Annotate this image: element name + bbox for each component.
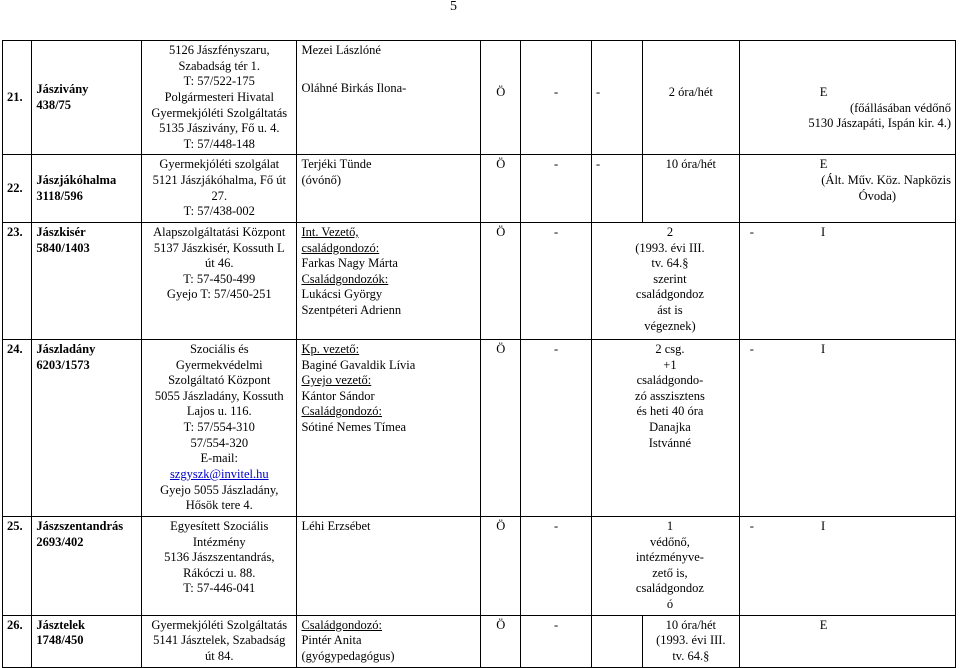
count-line: 2 (666, 224, 674, 239)
staff-cell (297, 615, 481, 667)
address-cell (142, 155, 297, 223)
dash: - (591, 155, 642, 223)
address-line: 27. (211, 188, 228, 203)
town-name: Jászkisér (36, 224, 86, 239)
page-number: 5 (450, 0, 457, 14)
count-line: végeznek) (644, 318, 696, 333)
address-line: 5135 Jászivány, Fő u. 4. (159, 121, 280, 136)
count-line: szerint (653, 271, 687, 286)
address-line: 5121 Jászjákóhalma, Fő út (152, 173, 286, 187)
staff-name: Sótiné Nemes Tímea (301, 420, 407, 434)
town-code: 5840/1403 (36, 240, 90, 255)
employment-type: I (821, 518, 826, 533)
hours-value: 10 óra/hét (643, 155, 740, 223)
address-line: 57/554-320 (190, 435, 249, 450)
row-number: 24. (3, 339, 32, 516)
dash: - (554, 85, 559, 99)
address-line: Gyejo 5055 Jászladány, (160, 482, 279, 497)
employment-type: E (819, 85, 828, 99)
dash: - (521, 615, 592, 667)
staff-name: Farkas Nagy Márta (301, 256, 398, 271)
dash-cell (521, 41, 592, 155)
row-number: 22. (3, 155, 32, 223)
count-line: +1 (663, 357, 677, 372)
staff-role: Gyejo vezető: (301, 373, 372, 388)
status-cell (481, 41, 521, 155)
status-o: Ö (481, 516, 521, 615)
staff-name: Kántor Sándor (301, 388, 375, 403)
status-o: Ö (481, 339, 521, 516)
address-line: Gyermekjóléti Szolgáltatás (151, 617, 288, 632)
count-cell (591, 339, 739, 516)
count-line: tv. 64.§ (651, 256, 689, 271)
address-line: T: 57/554-310 (183, 420, 255, 434)
status-o: Ö (496, 85, 506, 99)
address-line: Egyesített Szociális (170, 518, 269, 533)
count-line: (1993. évi III. (635, 240, 705, 255)
address-line: út 46. (205, 256, 234, 271)
count-line: 1 (666, 518, 674, 533)
employment-type: E (819, 157, 828, 172)
table-row (3, 41, 956, 155)
address-line: Gyermekjóléti szolgálat (159, 157, 280, 172)
dash: - (749, 518, 754, 533)
table-row (3, 339, 956, 516)
hours-value: 2 óra/hét (668, 85, 713, 99)
address-line: T: 57/522-175 (183, 74, 255, 89)
note-line: (főállásában védőnő (849, 100, 951, 115)
table-row (3, 615, 956, 667)
town-cell (32, 155, 142, 223)
employment-type: I (821, 224, 826, 239)
address-line: T: 57-450-499 (183, 271, 256, 286)
table-row (3, 516, 956, 615)
dash: - (521, 516, 592, 615)
status-o: Ö (481, 615, 521, 667)
address-line: Szolgáltató Központ (168, 373, 271, 388)
town-name: Jászszentandrás (36, 518, 124, 533)
table-row (3, 222, 956, 339)
town-name: Jászivány (36, 82, 89, 97)
address-line: T: 57/438-002 (183, 204, 255, 219)
note-line: 5130 Jászapáti, Ispán kir. 4.) (808, 116, 951, 131)
count-line: zető is, (652, 565, 688, 580)
address-cell (142, 222, 297, 339)
address-line: 5136 Jászszentandrás, (164, 550, 275, 565)
email-link[interactable]: szgyszk@invitel.hu (169, 466, 269, 481)
staff-cell (297, 339, 481, 516)
town-code: 1748/450 (36, 633, 84, 648)
note-cell (739, 155, 955, 223)
dash-cell (591, 41, 642, 155)
note-cell (739, 615, 955, 667)
count-line: zó asszisztens (635, 388, 705, 403)
town-code: 438/75 (36, 97, 72, 112)
staff-role: Családgondozó: (301, 617, 383, 632)
status-o: Ö (481, 222, 521, 339)
count-cell (591, 222, 739, 339)
institutions-table (2, 40, 956, 668)
employment-type: E (819, 617, 828, 632)
status-o: Ö (481, 155, 521, 223)
dash: - (521, 155, 592, 223)
town-cell (32, 41, 142, 155)
count-line: családgondo- (636, 373, 704, 388)
dash: - (521, 339, 592, 516)
note-cell (739, 222, 955, 339)
count-line: családgondoz (635, 287, 704, 302)
address-line: Gyermekjóléti Szolgáltatás (151, 105, 288, 120)
employment-type: I (821, 341, 826, 356)
count-cell (591, 516, 739, 615)
row-number: 21. (3, 41, 32, 155)
address-line: 5137 Jászkisér, Kossuth L (153, 240, 285, 255)
staff-name: Baginé Gavaldik Lívia (301, 357, 416, 372)
town-name: Jásztelek (36, 617, 85, 632)
staff-role: családgondozó: (301, 240, 380, 255)
address-line: 5055 Jászladány, Kossuth (154, 388, 284, 403)
count-line: Istvánné (648, 435, 692, 450)
count-line: ást is (657, 303, 683, 317)
address-line: Rákóczi u. 88. (183, 565, 256, 580)
staff-role: (gyógypedagógus) (301, 648, 395, 663)
address-line: út 84. (205, 648, 234, 663)
hours-note: tv. 64.§ (672, 648, 710, 663)
address-line: Lajos u. 116. (186, 404, 252, 419)
staff-role: (óvónő) (301, 173, 342, 187)
count-line: intézményve- (635, 550, 704, 565)
staff-role: Családgondozó: (301, 404, 383, 419)
town-cell (32, 516, 142, 615)
row-number: 26. (3, 615, 32, 667)
count-line: védőnő, (649, 534, 690, 549)
dash: - (521, 222, 592, 339)
address-cell (142, 41, 297, 155)
count-line: Danajka (649, 420, 691, 434)
town-code: 3118/596 (36, 188, 83, 203)
staff-name: Oláhné Birkás Ilona- (301, 80, 407, 95)
count-line: és heti 40 óra (636, 404, 704, 419)
hours-value: 10 óra/hét (665, 617, 717, 632)
address-line: Gyermekvédelmi (175, 357, 263, 372)
town-code: 2693/402 (36, 534, 84, 549)
staff-name: Terjéki Tünde (301, 157, 372, 172)
count-line: családgondoz (635, 581, 704, 596)
town-cell (32, 615, 142, 667)
dash: - (749, 224, 754, 239)
staff-cell (297, 155, 481, 223)
address-line: Intézmény (192, 534, 246, 549)
town-name: Jászjákóhalma (36, 173, 117, 187)
hours-cell (643, 41, 740, 155)
dash: - (595, 85, 601, 99)
empty-cell (591, 615, 642, 667)
address-cell (142, 339, 297, 516)
staff-cell (297, 222, 481, 339)
note-cell (739, 41, 955, 155)
table-row (3, 155, 956, 223)
address-line: 5141 Jásztelek, Szabadság (153, 633, 286, 648)
count-line: ó (666, 597, 674, 611)
address-line: T: 57-446-041 (183, 581, 256, 596)
staff-name: Mezei Lászlóné (301, 43, 381, 57)
staff-name: Szentpéteri Adrienn (301, 303, 402, 317)
address-line: Hősök tere 4. (185, 498, 253, 513)
address-cell (142, 615, 297, 667)
staff-cell (297, 41, 481, 155)
town-cell (32, 222, 142, 339)
town-name: Jászladány (36, 341, 96, 356)
row-number: 23. (3, 222, 32, 339)
staff-role: Családgondozók: (301, 271, 389, 286)
address-line: Gyejo T: 57/450-251 (166, 287, 272, 302)
staff-role: Int. Vezető, (301, 224, 359, 239)
town-cell (32, 339, 142, 516)
town-code: 6203/1573 (36, 357, 90, 372)
address-cell (142, 516, 297, 615)
staff-name: Pintér Anita (301, 633, 362, 648)
dash: - (749, 341, 754, 356)
staff-cell (297, 516, 481, 615)
address-line: Szociális és (189, 341, 249, 356)
address-line: Alapszolgáltatási Központ (153, 224, 286, 239)
note-line: (Ált. Műv. Köz. Napközis (821, 173, 951, 187)
note-line: Óvoda) (858, 188, 897, 203)
staff-name: Lukácsi György (301, 287, 383, 302)
address-line: Polgármesteri Hivatal (164, 89, 274, 104)
staff-role: Kp. vezető: (301, 341, 360, 356)
address-line: E-mail: (200, 451, 239, 466)
hours-note: (1993. évi III. (656, 633, 726, 648)
address-line: Szabadság tér 1. (178, 58, 261, 73)
address-line: 5126 Jászfényszaru, (168, 43, 270, 57)
count-line: 2 csg. (655, 341, 685, 356)
note-cell (739, 516, 955, 615)
staff-name: Léhi Erzsébet (301, 518, 371, 533)
address-line: T: 57/448-148 (183, 136, 255, 151)
note-cell (739, 339, 955, 516)
row-number: 25. (3, 516, 32, 615)
hours-cell (643, 615, 740, 667)
